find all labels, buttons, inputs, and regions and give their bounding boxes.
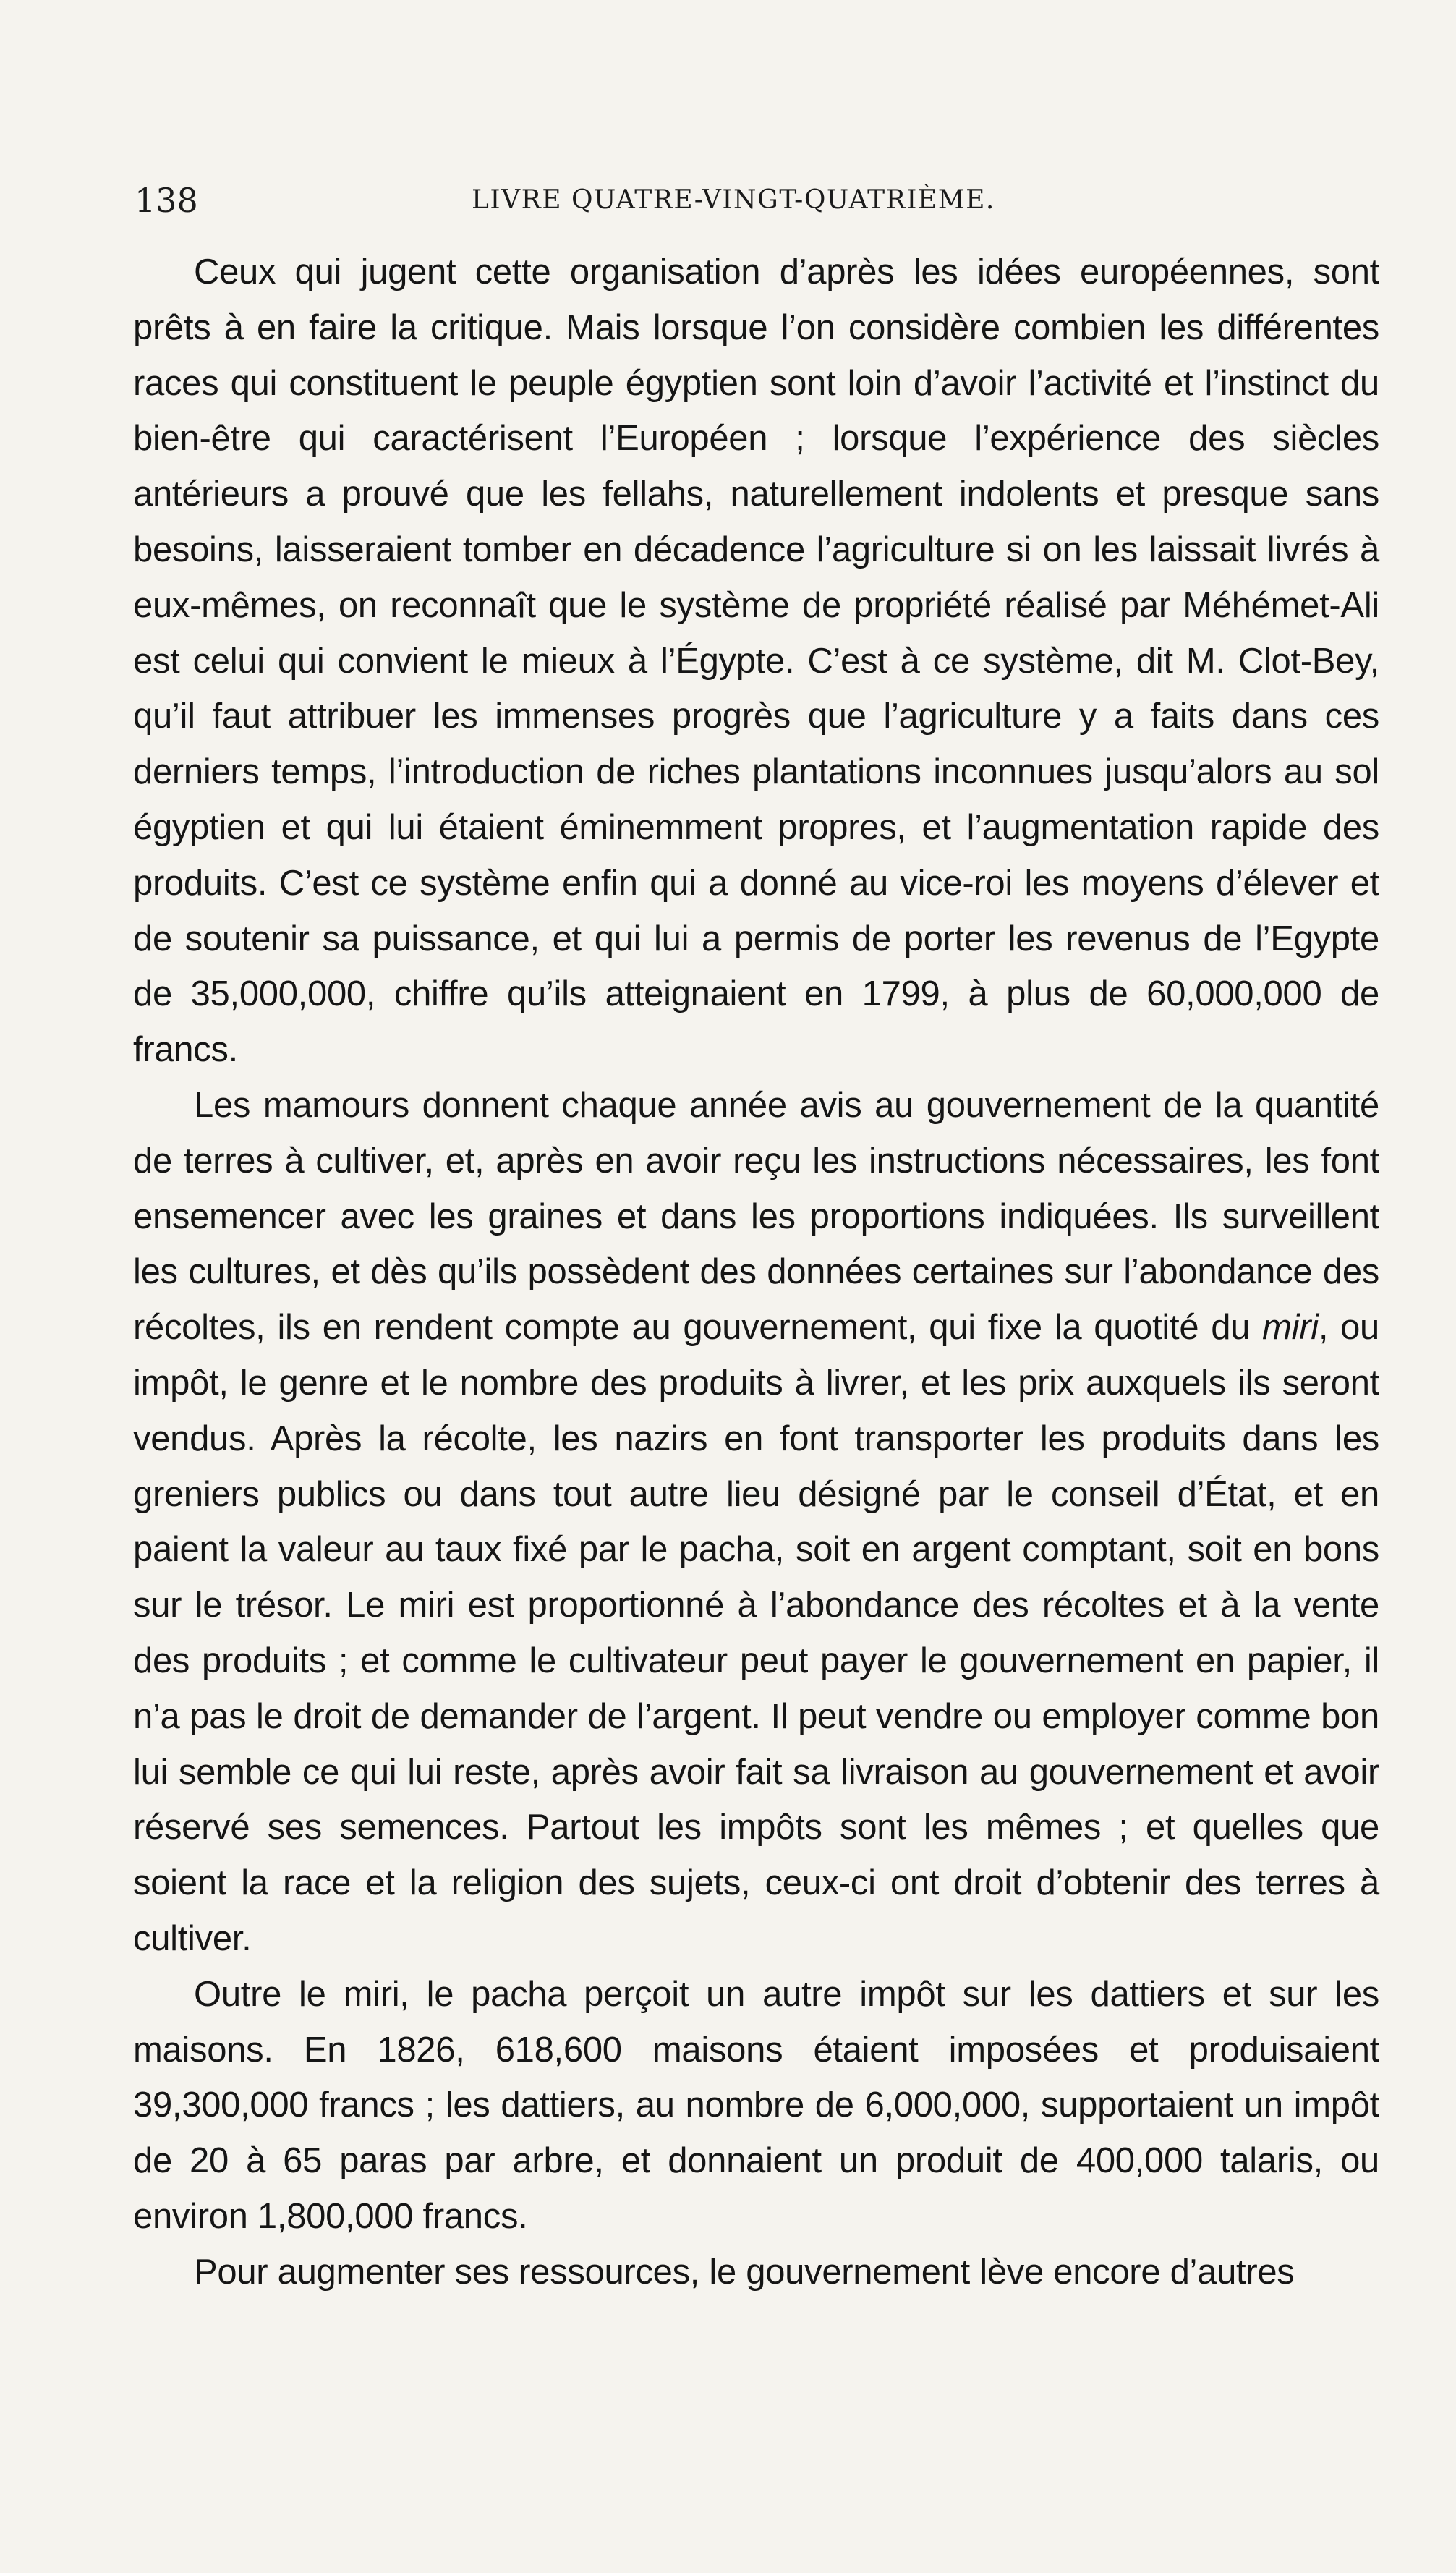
body-text: [133, 244, 1379, 2300]
paragraph-2-italic-term: miri: [1262, 1308, 1319, 1348]
running-head: LIVRE QUATRE-VINGT-QUATRIÈME.: [472, 185, 995, 215]
paragraph-2: [133, 1078, 1379, 1967]
page-number: 138: [135, 181, 198, 220]
page-header: [0, 181, 1456, 239]
paragraph-4: Pour augmenter ses ressources, le gouvernement lève encore d’autres: [194, 2252, 1295, 2292]
paragraph-2-text-after: , ou impôt, le genre et le nombre des produits à livrer, et les prix auxquels ils seront vendus. Après la récolte, les nazirs en font transporter les produits dans les greniers publics ou dans tout autre lieu désigné par le conseil d’État, et en paient la valeur au taux fixé par le pacha, soit en argent comptant, soit en bons sur le trésor. Le miri est proportionné à l’abondance des récoltes et à la vente des produits ; et comme le cultivateur peut payer le gouvernement en papier, il n’a pas le droit de demander de l’argent. Il peut vendre ou employer comme bon lui semble ce qui lui reste, après avoir fait sa livraison au gouvernement et avoir réservé ses semences. Partout les impôts sont les mêmes ; et quelles que soient la race et la religion des sujets, ceux-ci ont droit d’obtenir des terres à cultiver.: [133, 1308, 1380, 1958]
paragraph-3: Outre le miri, le pacha perçoit un autre impôt sur les dattiers et sur les maisons. En 1826, 618,600 maisons étaient imposées et produisaient 39,300,000 francs ; les dattiers, au nombre de 6,000,000, supportaient un impôt de 20 à 65 paras par arbre, et donnaient un produit de 400,000 talaris, ou environ 1,800,000 francs.: [133, 1974, 1379, 2236]
paragraph-1: Ceux qui jugent cette organisation d’après les idées européennes, sont prêts à en faire la critique. Mais lorsque l’on considère combien les différentes races qui constituent le peuple égyptien sont loin d’avoir l’activité et l’instinct du bien-être qui caractérisent l’Européen ; lorsque l’expérience des siècles antérieurs a prouvé que les fellahs, naturellement indolents et presque sans besoins, laisseraient tomber en décadence l’agriculture si on les laissait livrés à eux-mêmes, on reconnaît que le système de propriété réalisé par Méhémet-Ali est celui qui convient le mieux à l’Égypte. C’est à ce système, dit M. Clot-Bey, qu’il faut attribuer les immenses progrès que l’agriculture y a faits dans ces derniers temps, l’introduction de riches plantations inconnues jusqu’alors au sol égyptien et qui lui étaient éminemment propres, et l’augmentation rapide des produits. C’est ce système enfin qui a donné au vice-roi les moyens d’élever et de soutenir sa puissance, et qui lui a permis de porter les revenus de l’Egypte de 35,000,000, chiffre qu’ils atteignaient en 1799, à plus de 60,000,000 de francs.: [133, 252, 1379, 1070]
paragraph-2-text-before: Les mamours donnent chaque année avis au gouvernement de la quantité de terres à cultiver, et, après en avoir reçu les instructions nécessaires, les font ensemencer avec les graines et dans les proportions indiquées. Ils surveillent les cultures, et dès qu’ils possèdent des données certaines sur l’abondance des récoltes, ils en rendent compte au gouvernement, qui fixe la quotité du: [133, 1085, 1379, 1348]
